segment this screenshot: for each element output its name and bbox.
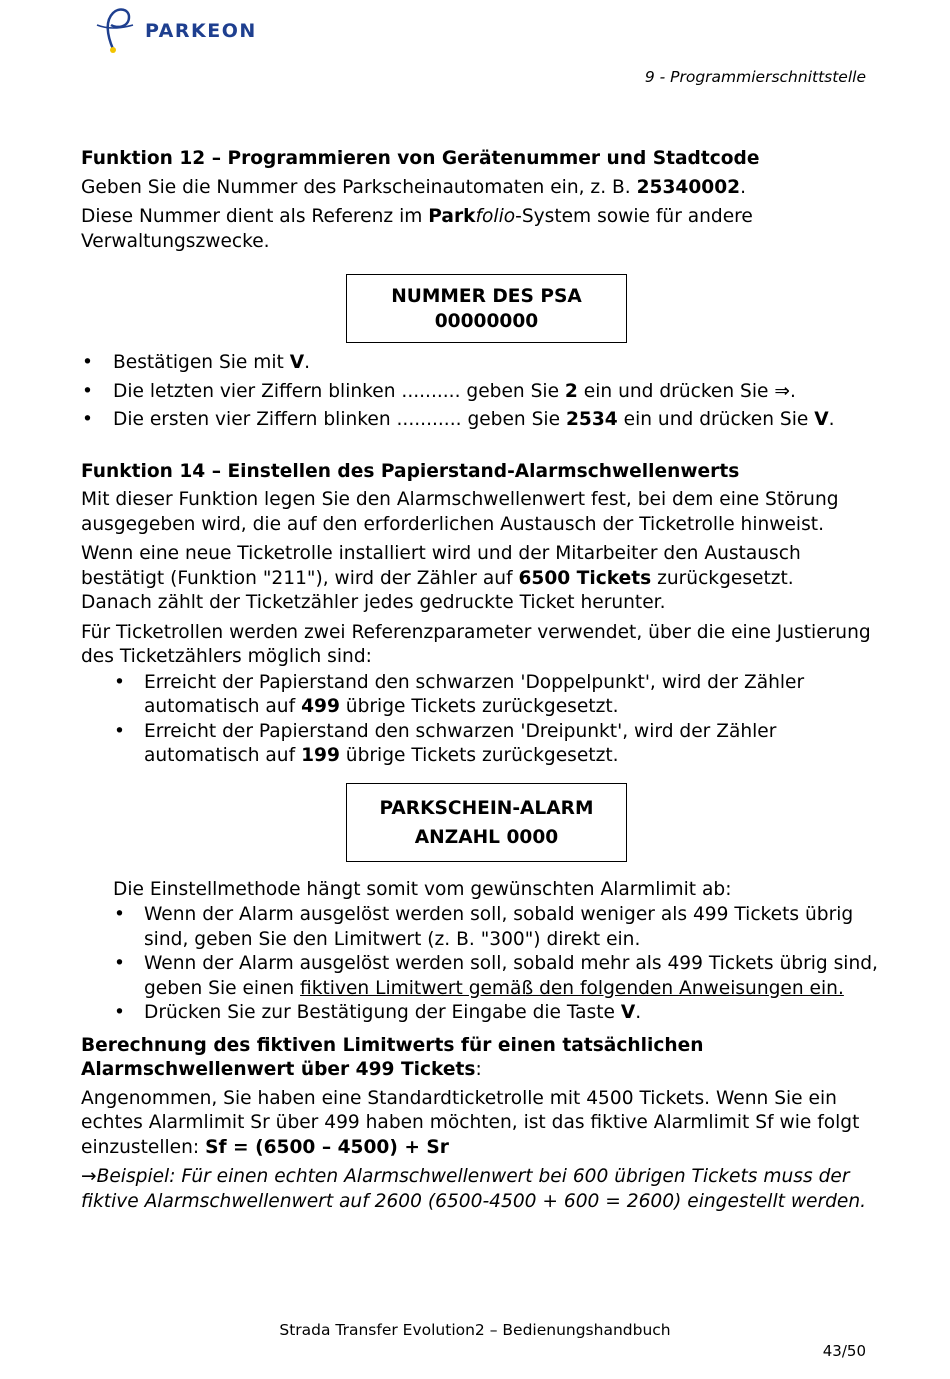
list-item: • Wenn der Alarm ausgelöst werden soll, sobald mehr als 499 Tickets übrig sind, geben Sie einen fiktiven Limitwert gemäß den folgenden Anweisungen ein. <box>81 952 881 1001</box>
section-heading-f12: Funktion 12 – Programmieren von Gerätenummer und Stadtcode <box>81 148 760 169</box>
paragraph: Wenn eine neue Ticketrolle installiert wird und der Mitarbeiter den Austausch bestätigt (Funktion "211"), wird der Zähler auf 6500 Tickets zurückgesetzt. <box>81 543 801 589</box>
display-line: ANZAHL 0000 <box>414 826 559 848</box>
document-body <box>81 147 881 1219</box>
logo-text: PARKEON <box>145 20 257 42</box>
display-box-psa <box>346 274 627 343</box>
paragraph: Für Ticketrollen werden zwei Referenzparameter verwendet, über die eine Justierung des Ticketzählers möglich sind: <box>81 621 871 667</box>
paragraph: Angenommen, Sie haben eine Standardticketrolle mit 4500 Tickets. Wenn Sie ein echtes Alarmlimit Sr über 499 haben möchten, ist das fiktive Alarmlimit Sf wie folgt einzustellen: Sf = (6500 – 4500) + Sr <box>81 1087 860 1158</box>
display-line: PARKSCHEIN-ALARM <box>379 797 594 819</box>
list-item: • Drücken Sie zur Bestätigung der Eingabe die Taste V. <box>81 1001 881 1026</box>
section-heading-calc: Berechnung des fiktiven Limitwerts für einen tatsächlichen Alarmschwellenwert über 499 Tickets: <box>81 1034 704 1080</box>
footer-title: Strada Transfer Evolution2 – Bedienungshandbuch <box>279 1321 671 1339</box>
parkeon-logo-mark <box>93 5 143 57</box>
bullet-list <box>81 903 881 1026</box>
bullet-list <box>81 671 881 769</box>
paragraph: Die Einstellmethode hängt somit vom gewünschten Alarmlimit ab: <box>113 878 732 900</box>
paragraph: Danach zählt der Ticketzähler jedes gedruckte Ticket herunter. <box>81 592 666 613</box>
list-item: • Erreicht der Papierstand den schwarzen 'Dreipunkt', wird der Zähler automatisch auf 199 übrige Tickets zurückgesetzt. <box>81 720 881 769</box>
list-item: • Die ersten vier Ziffern blinken ........... geben Sie 2534 ein und drücken Sie V. <box>81 408 881 433</box>
list-item: • Erreicht der Papierstand den schwarzen 'Doppelpunkt', wird der Zähler automatisch auf 499 übrige Tickets zurückgesetzt. <box>81 671 881 720</box>
display-box-alarm <box>346 783 627 862</box>
example-paragraph: →Beispiel: Für einen echten Alarmschwellenwert bei 600 übrigen Tickets muss der fiktive Alarmschwellenwert auf 2600 (6500-4500 + 600 = 2600) eingestellt werden. <box>81 1166 867 1212</box>
section-heading-f14: Funktion 14 – Einstellen des Papierstand-Alarmschwellenwerts <box>81 460 740 482</box>
parkeon-logo <box>93 5 273 57</box>
chapter-title: 9 - Programmierschnittstelle <box>644 68 866 86</box>
bullet-list <box>81 351 881 433</box>
page-number: 43/50 <box>822 1342 866 1360</box>
display-line: NUMMER DES PSA <box>391 286 582 307</box>
list-item: • Die letzten vier Ziffern blinken .......... geben Sie 2 ein und drücken Sie ⇒. <box>81 380 881 405</box>
list-item: • Wenn der Alarm ausgelöst werden soll, sobald weniger als 499 Tickets übrig sind, geben Sie den Limitwert (z. B. "300") direkt ein. <box>81 903 881 952</box>
list-item: • Bestätigen Sie mit V. <box>81 351 881 376</box>
paragraph: Mit dieser Funktion legen Sie den Alarmschwellenwert fest, bei dem eine Störung ausgegeben wird, die auf den erforderlichen Austausch der Ticketrolle hinweist. <box>81 489 839 535</box>
paragraph: Diese Nummer dient als Referenz im Parkfolio-System sowie für andere Verwaltungszwecke. <box>81 206 753 252</box>
paragraph: Geben Sie die Nummer des Parkscheinautomaten ein, z. B. 25340002. <box>81 176 747 198</box>
arrow-icon: → <box>81 1166 97 1187</box>
display-line: 00000000 <box>434 310 539 332</box>
